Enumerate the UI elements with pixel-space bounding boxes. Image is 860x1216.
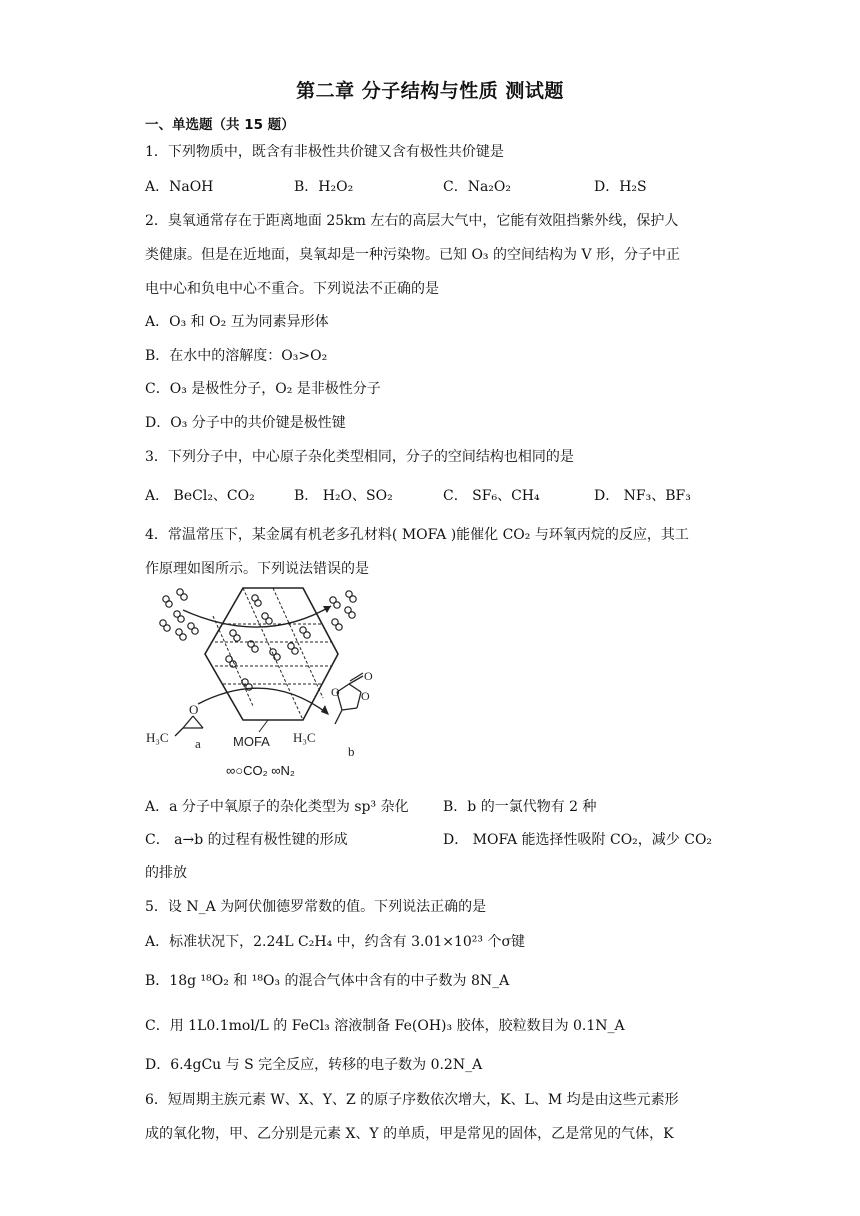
q5-option-a: A．标准状况下，2.24L C₂H₄ 中，约含有 3.01×10²³ 个σ键	[145, 934, 526, 950]
q3-option-d: D． NF₃、BF₃	[594, 488, 691, 504]
q1-option-d: D．H₂S	[594, 179, 647, 195]
q4-option-d-cont: 的排放	[145, 865, 187, 881]
diagram-legend: ∞○CO₂ ∞N₂	[226, 763, 295, 778]
mofa-label: MOFA	[233, 734, 270, 749]
mofa-hexagon	[205, 588, 338, 720]
q3-option-b: B． H₂O、SO₂	[294, 488, 393, 504]
q2-stem-line1: 2．臭氧通常存在于距离地面 25km 左右的高层大气中，它能有效阻挡紫外线，保护人	[145, 213, 679, 229]
q5-option-c: C．用 1L0.1mol/L 的 FeCl₃ 溶液制备 Fe(OH)₃ 胶体，胶粒数目为 0.1N_A	[145, 1018, 625, 1034]
svg-text:O: O	[189, 702, 199, 717]
svg-text:O: O	[364, 669, 373, 683]
q6-stem-line1: 6．短周期主族元素 W、X、Y、Z 的原子序数依次增大，K、L、M 均是由这些元素形	[145, 1092, 679, 1108]
mofa-reaction-diagram	[143, 586, 393, 766]
q5-stem: 5．设 N_A 为阿伏伽德罗常数的值。下列说法正确的是	[145, 899, 487, 915]
q1-option-b: B．H₂O₂	[294, 179, 354, 195]
q3-option-a: A． BeCl₂、CO₂	[145, 488, 255, 504]
q4-option-c: C． a→b 的过程有极性键的形成	[145, 832, 348, 848]
q4-stem-line1: 4．常温常压下，某金属有机老多孔材料( MOFA )能催化 CO₂ 与环氧丙烷的反应，其工	[145, 527, 689, 543]
q1-option-a: A．NaOH	[145, 179, 214, 195]
q2-option-a: A．O₃ 和 O₂ 互为同素异形体	[145, 314, 329, 330]
h3c-right-label: H₃C	[293, 730, 316, 745]
q1-stem: 1．下列物质中，既含有非极性共价键又含有极性共价键是	[145, 144, 504, 160]
page-title: 第二章 分子结构与性质 测试题	[296, 80, 564, 102]
q5-option-b: B．18g ¹⁸O₂ 和 ¹⁸O₃ 的混合气体中含有的中子数为 8N_A	[145, 973, 510, 989]
q4-option-b: B．b 的一氯代物有 2 种	[443, 799, 597, 815]
q2-option-c: C．O₃ 是极性分子，O₂ 是非极性分子	[145, 381, 381, 397]
q3-stem: 3．下列分子中，中心原子杂化类型相同，分子的空间结构也相同的是	[145, 449, 574, 465]
q4-option-a: A．a 分子中氧原子的杂化类型为 sp³ 杂化	[145, 799, 409, 815]
svg-text:O: O	[331, 685, 340, 699]
h3c-left-label: H₃C	[146, 730, 169, 745]
q4-option-d: D． MOFA 能选择性吸附 CO₂，减少 CO₂	[443, 832, 713, 848]
q2-option-d: D．O₃ 分子中的共价键是极性键	[145, 415, 346, 431]
q2-option-b: B．在水中的溶解度：O₃>O₂	[145, 348, 328, 364]
label-a: a	[195, 736, 201, 751]
q3-option-c: C． SF₆、CH₄	[443, 488, 540, 504]
q2-stem-line3: 电中心和负电中心不重合。下列说法不正确的是	[145, 281, 439, 297]
section-heading: 一、单选题（共 15 题）	[145, 117, 295, 133]
q5-option-d: D．6.4gCu 与 S 完全反应，转移的电子数为 0.2N_A	[145, 1057, 483, 1073]
svg-text:O: O	[361, 689, 370, 703]
q6-stem-line2: 成的氧化物，甲、乙分别是元素 X、Y 的单质，甲是常见的固体，乙是常见的气体，K	[145, 1126, 674, 1142]
q4-stem-line2: 作原理如图所示。下列说法错误的是	[145, 561, 369, 577]
q1-option-c: C．Na₂O₂	[443, 179, 512, 195]
propylene-oxide-structure	[175, 702, 203, 736]
label-b: b	[348, 744, 355, 759]
q2-stem-line2: 类健康。但是在近地面，臭氧却是一种污染物。已知 O₃ 的空间结构为 V 形，分子中正	[145, 247, 680, 263]
